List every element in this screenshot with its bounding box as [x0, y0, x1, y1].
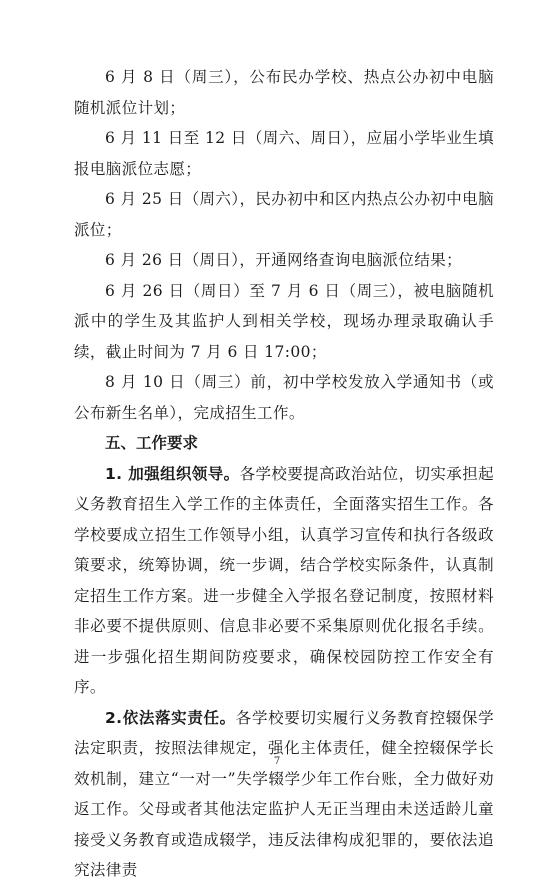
requirement-2: [74, 703, 494, 886]
schedule-item-6: 8 月 10 日（周三）前，初中学校发放入学通知书（或公布新生名单），完成招生工作。: [74, 373, 494, 422]
schedule-item-4: 6 月 26 日（周日），开通网络查询电脑派位结果；: [105, 251, 463, 269]
requirement-1-lead: 1. 加强组织领导。: [105, 464, 240, 483]
schedule-item-1: 6 月 8 日（周三），公布民办学校、热点公办初中电脑随机派位计划；: [74, 68, 494, 117]
schedule-item-2: 6 月 11 日至 12 日（周六、周日），应届小学毕业生填报电脑派位志愿；: [74, 129, 494, 178]
schedule-item-5: 6 月 26 日（周日）至 7 月 6 日（周三），被电脑随机派中的学生及其监护人到相关学校，现场办理录取确认手续，截止时间为 7 月 6 日 17:00；: [74, 281, 494, 361]
page-number: 7: [273, 756, 281, 767]
requirement-1-body: 各学校要提高政治站位，切实承担起义务教育招生入学工作的主体责任，全面落实招生工作。各学校要成立招生工作领导小组，认真学习宣传和执行各级政策要求，统筹协调，统一步调，结合学校实际条件，认真制定招生工作方案。进一步健全入学报名登记制度，按照材料非必要不提供原则、信息非必要不采集原则优化报名手续。进一步强化招生期间防疫要求，确保校园防控工作安全有序。: [74, 464, 494, 696]
section-heading: 五、工作要求: [105, 434, 199, 452]
schedule-item-3: 6 月 25 日（周六），民办初中和区内热点公办初中电脑派位；: [74, 190, 494, 239]
requirement-1: [74, 459, 494, 703]
requirement-2-body: 各学校要切实履行义务教育控辍保学法定职责，按照法律规定，强化主体责任，健全控辍保学长效机制，建立“一对一”失学辍学少年工作台账，全力做好劝返工作。父母或者其他法定监护人无正当理由未送适龄儿童接受义务教育或造成辍学，违反法律构成犯罪的，要依法追究法律责: [74, 708, 494, 879]
requirement-2-lead: 2.依法落实责任。: [105, 708, 236, 727]
